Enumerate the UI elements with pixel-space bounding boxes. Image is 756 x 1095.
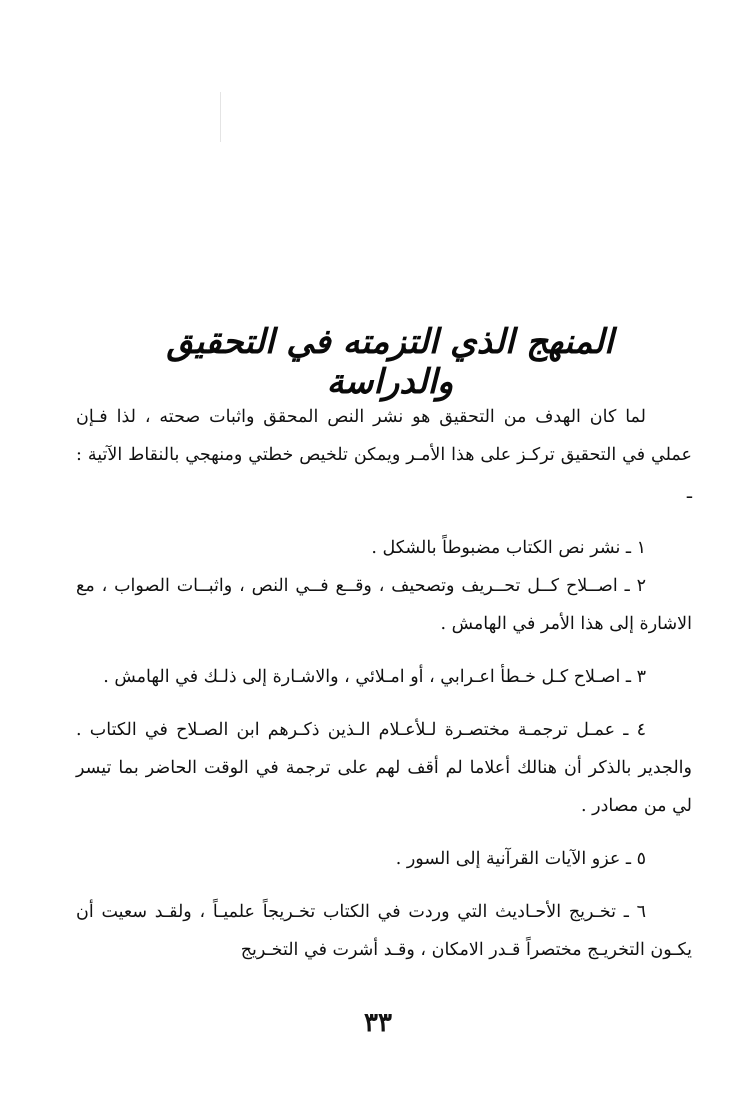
point-3: ٣ ـ اصـلاح كـل خـطأ اعـرابي ، أو امـلائي ، والاشـارة إلى ذلـك في الهامش . [103, 667, 646, 687]
page-number: ٣٣ [364, 1008, 392, 1038]
point-1: ١ ـ نشر نص الكتاب مضبوطاً بالشكل . [371, 538, 646, 558]
point-6: ٦ ـ تخـريج الأحـاديث التي وردت في الكتاب تخـريجاً علميـاً ، ولقـد سعيت أن يكـون التخريـج مختصراً قـدر الامكان ، وقـد أشرت في التخـريج [76, 902, 692, 960]
point-4: ٤ ـ عمـل ترجمـة مختصـرة لـلأعـلام الـذين ذكـرهم ابن الصـلاح في الكتاب . والجدير بالذكر أن هنالك أعلاما لم أقف لهم على ترجمة في الوقت الحاضر بما تيسر لي من مصادر . [76, 720, 692, 816]
point-2: ٢ ـ اصــلاح كــل تحــريف وتصحيف ، وقــع فــي النص ، واثبــات الصواب ، مع الاشارة إلى هذا الأمر في الهامش . [76, 576, 692, 634]
intro-paragraph: لما كان الهدف من التحقيق هو نشر النص المحقق واثبات صحته ، لذا فـإن عملي في التحقيق تركـز على هذا الأمـر ويمكن تلخيص خطتي ومنهجي بالنقاط الآتية : ـ [76, 407, 692, 503]
margin-mark [220, 92, 221, 142]
body-text [76, 398, 692, 969]
point-5: ٥ ـ عزو الآيات القرآنية إلى السور . [395, 849, 646, 869]
chapter-title: المنهج الذي التزمته في التحقيق والدراسة [166, 322, 614, 402]
